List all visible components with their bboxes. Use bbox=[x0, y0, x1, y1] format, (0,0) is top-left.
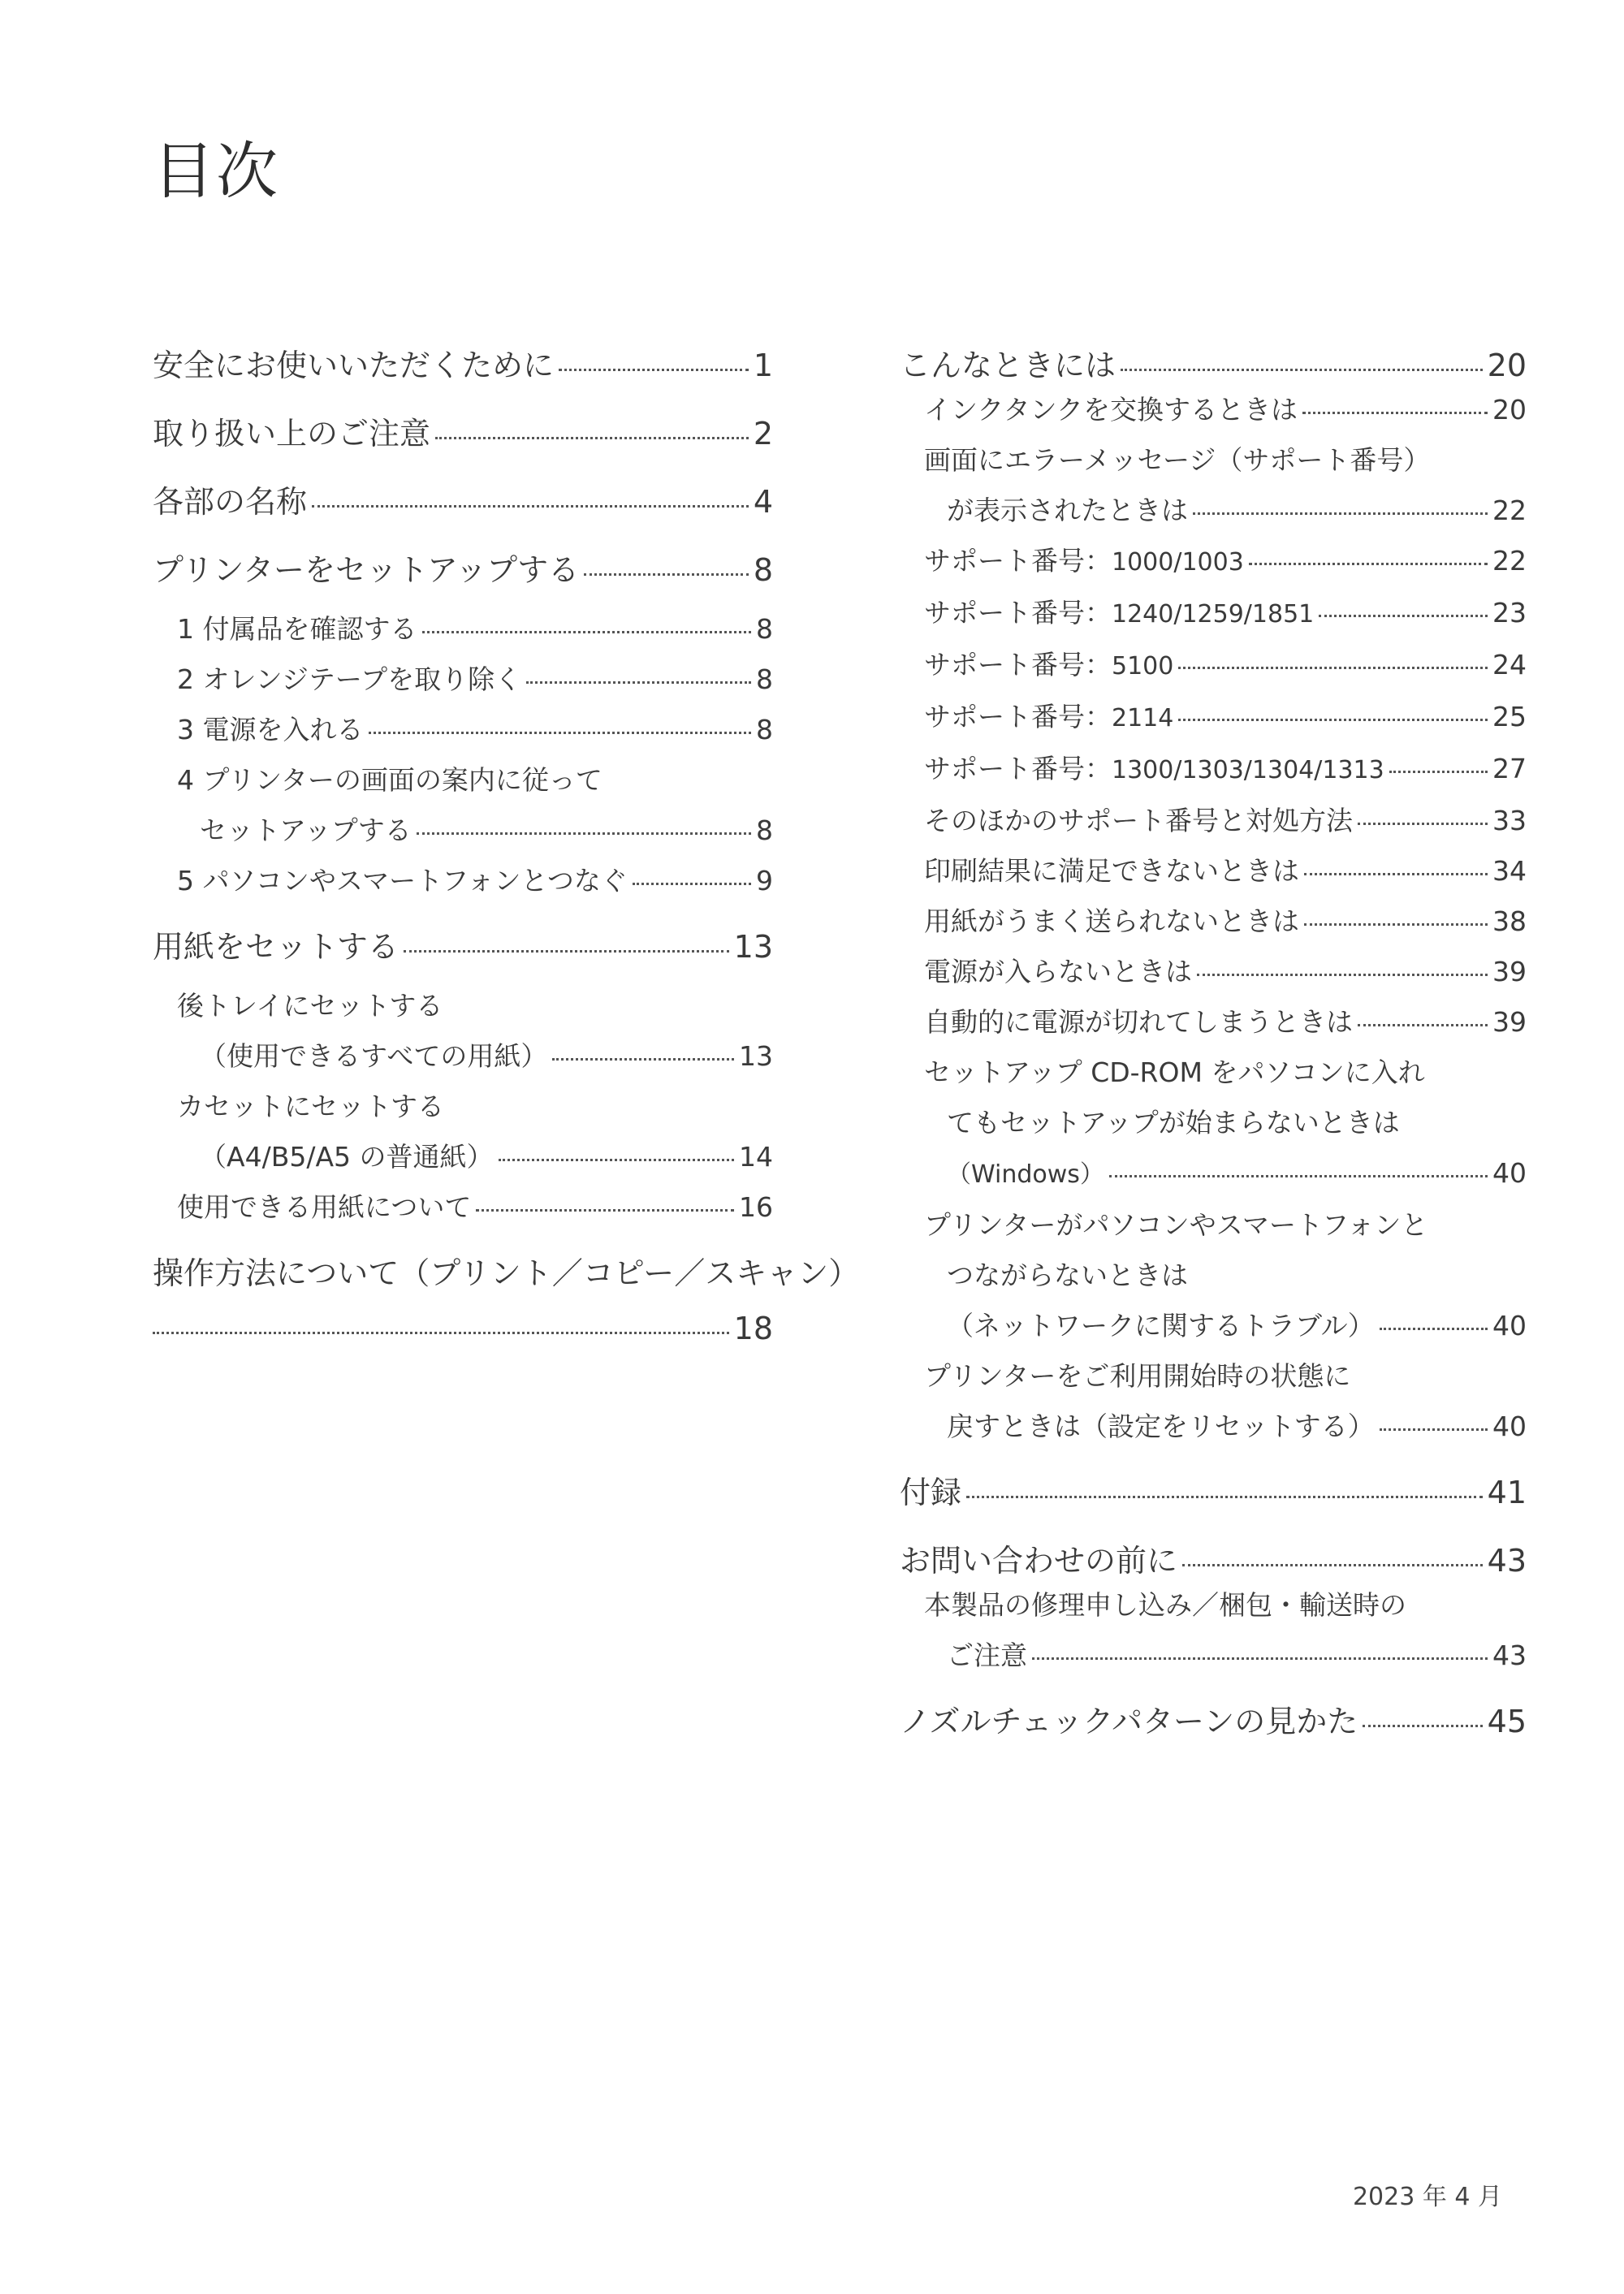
toc-page-number: 41 bbox=[1487, 1475, 1527, 1510]
toc-entry-title: が表示されたときは bbox=[947, 495, 1188, 526]
dot-leader bbox=[552, 1058, 734, 1061]
toc-entry-title: ご注意 bbox=[947, 1639, 1027, 1671]
toc-subentry[interactable] bbox=[900, 1402, 1527, 1452]
toc-entry-title: 用紙がうまく送られないときは bbox=[924, 905, 1299, 937]
toc-entry[interactable] bbox=[153, 536, 773, 604]
toc-subentry[interactable] bbox=[900, 1301, 1527, 1351]
toc-subentry[interactable] bbox=[153, 604, 773, 655]
toc-page-number: 18 bbox=[733, 1311, 773, 1346]
toc-entry-title: 戻すときは（設定をリセットする） bbox=[947, 1411, 1375, 1442]
page-title: 目次 bbox=[153, 135, 279, 207]
toc-subentry[interactable] bbox=[153, 1182, 773, 1233]
toc-entry-title: そのほかのサポート番号と対処方法 bbox=[924, 805, 1353, 836]
dot-leader bbox=[1304, 873, 1488, 875]
toc-entry-title: お問い合わせの前に bbox=[900, 1543, 1178, 1579]
toc-subentry[interactable] bbox=[153, 705, 773, 755]
toc-page-number: 13 bbox=[739, 1040, 773, 1072]
toc-subentry[interactable] bbox=[900, 896, 1527, 947]
toc-page-number: 20 bbox=[1492, 394, 1527, 426]
toc-page-number: 8 bbox=[756, 814, 773, 846]
toc-subentry-line[interactable]: カセットにセットする bbox=[177, 1091, 445, 1122]
dot-leader bbox=[417, 832, 751, 835]
toc-page-number: 25 bbox=[1492, 701, 1527, 732]
toc-page-number: 40 bbox=[1492, 1310, 1527, 1341]
toc-entry-title bbox=[924, 536, 1244, 588]
dot-leader bbox=[1193, 512, 1488, 515]
toc-page-number: 4 bbox=[753, 484, 773, 520]
dot-leader bbox=[584, 573, 749, 576]
toc-page-number: 9 bbox=[756, 865, 773, 896]
toc-entry[interactable] bbox=[153, 1307, 773, 1350]
toc-entry-title: 電源が入らないときは bbox=[924, 956, 1192, 987]
toc-subentry[interactable] bbox=[900, 947, 1527, 997]
toc-page-number: 8 bbox=[756, 714, 773, 745]
dot-leader bbox=[1380, 1428, 1488, 1431]
dot-leader bbox=[1380, 1328, 1488, 1330]
support-number-label: サポート番号： bbox=[924, 597, 1112, 629]
toc-entry[interactable] bbox=[900, 1687, 1527, 1756]
toc-subentry[interactable] bbox=[900, 640, 1527, 692]
toc-entry[interactable] bbox=[153, 913, 773, 981]
toc-page-number: 39 bbox=[1492, 1006, 1527, 1038]
toc-entry-title: 自動的に電源が切れてしまうときは bbox=[924, 1006, 1353, 1038]
toc-entry[interactable] bbox=[153, 468, 773, 536]
toc-entry-title: プリンターをセットアップする bbox=[153, 552, 580, 588]
support-number-code: 5100 bbox=[1112, 652, 1174, 680]
toc-page-number: 43 bbox=[1492, 1639, 1527, 1671]
dot-leader bbox=[476, 1209, 734, 1212]
support-number-code: 1000/1003 bbox=[1112, 548, 1244, 577]
toc-page-number: 16 bbox=[739, 1191, 773, 1223]
toc-page-number: 2 bbox=[753, 416, 773, 451]
toc-subentry[interactable] bbox=[900, 385, 1527, 435]
toc-entry-line[interactable]: 操作方法について（プリント／コピー／スキャン） bbox=[153, 1255, 860, 1291]
toc-page-number: 22 bbox=[1492, 545, 1527, 577]
toc-entry-title bbox=[924, 744, 1384, 796]
support-number-label: サポート番号： bbox=[924, 649, 1112, 680]
dot-leader bbox=[1319, 615, 1488, 617]
toc-page-number: 14 bbox=[739, 1141, 773, 1173]
toc-page-number: 22 bbox=[1492, 495, 1527, 526]
dot-leader bbox=[1109, 1175, 1488, 1177]
toc-entry-title: 用紙をセットする bbox=[153, 929, 399, 965]
toc-subentry-line[interactable]: プリンターをご利用開始時の状態に bbox=[924, 1360, 1351, 1392]
dot-leader bbox=[499, 1159, 734, 1161]
toc-entry[interactable] bbox=[153, 400, 773, 468]
toc-right-column bbox=[900, 331, 1527, 1756]
toc-subentry[interactable] bbox=[153, 1031, 773, 1082]
dot-leader bbox=[1304, 923, 1488, 926]
toc-entry-title: （ネットワークに関するトラブル） bbox=[947, 1310, 1375, 1341]
dot-leader bbox=[1363, 1725, 1482, 1727]
support-number-label: サポート番号： bbox=[924, 701, 1112, 732]
toc-subentry[interactable] bbox=[900, 1631, 1527, 1681]
toc-entry-title bbox=[924, 640, 1173, 692]
toc-entry[interactable] bbox=[153, 331, 773, 400]
dot-leader bbox=[1178, 667, 1488, 669]
toc-entry-title: 付録 bbox=[900, 1475, 962, 1510]
dot-leader bbox=[1249, 563, 1488, 565]
toc-entry-title: 1 付属品を確認する bbox=[177, 613, 417, 645]
toc-subentry[interactable] bbox=[900, 846, 1527, 896]
dot-leader bbox=[633, 883, 751, 885]
toc-subentry[interactable] bbox=[900, 486, 1527, 536]
toc-entry-title: 5 パソコンやスマートフォンとつなぐ bbox=[177, 865, 628, 896]
dot-leader bbox=[1302, 412, 1488, 414]
dot-leader bbox=[404, 950, 729, 953]
toc-page-number: 43 bbox=[1487, 1543, 1527, 1579]
dot-leader bbox=[1121, 369, 1483, 371]
toc-subentry-line[interactable]: 本製品の修理申し込み／梱包・輸送時の bbox=[924, 1589, 1406, 1621]
dot-leader bbox=[1358, 1024, 1488, 1026]
dot-leader bbox=[1358, 823, 1488, 825]
publication-date: 2023 年 4 月 bbox=[1352, 2183, 1502, 2211]
toc-subentry[interactable] bbox=[153, 655, 773, 705]
toc-page-number: 8 bbox=[756, 663, 773, 695]
dot-leader bbox=[369, 732, 752, 734]
toc-entry-title: （Windows） bbox=[947, 1160, 1104, 1189]
toc-subentry-line[interactable]: 4 プリンターの画面の案内に従って bbox=[177, 764, 603, 796]
toc-entry[interactable] bbox=[900, 1458, 1527, 1527]
toc-page-number: 13 bbox=[733, 929, 773, 965]
dot-leader bbox=[1197, 974, 1488, 976]
toc-entry-title: 安全にお使いいただくために bbox=[153, 348, 555, 383]
toc-subentry[interactable] bbox=[153, 806, 773, 856]
toc-subentry[interactable] bbox=[900, 796, 1527, 846]
toc-entry-title bbox=[924, 588, 1314, 640]
dot-leader bbox=[966, 1496, 1483, 1498]
toc-subentry[interactable] bbox=[900, 997, 1527, 1048]
toc-subentry[interactable] bbox=[900, 1148, 1527, 1200]
toc-entry-title bbox=[924, 692, 1173, 744]
toc-subentry-line[interactable]: プリンターがパソコンやスマートフォンと bbox=[924, 1209, 1428, 1241]
toc-entry-title: セットアップする bbox=[200, 814, 412, 846]
dot-leader bbox=[435, 437, 749, 439]
toc-subentry-line[interactable]: 画面にエラーメッセージ（サポート番号） bbox=[924, 444, 1431, 476]
toc-subentry[interactable] bbox=[900, 744, 1527, 796]
toc-entry-title: （使用できるすべての用紙） bbox=[200, 1040, 548, 1072]
toc-subentry[interactable] bbox=[900, 588, 1527, 640]
toc-page-number: 38 bbox=[1492, 905, 1527, 937]
toc-subentry[interactable] bbox=[900, 692, 1527, 744]
toc-entry-title: 印刷結果に満足できないときは bbox=[924, 855, 1299, 887]
toc-entry-title: 3 電源を入れる bbox=[177, 714, 364, 745]
toc-entry-title: 2 オレンジテープを取り除く bbox=[177, 663, 522, 695]
toc-page-number: 20 bbox=[1487, 348, 1527, 383]
dot-leader bbox=[1182, 1564, 1483, 1566]
dot-leader bbox=[559, 369, 749, 371]
toc-entry-title: （A4/B5/A5 の普通紙） bbox=[200, 1141, 494, 1173]
toc-subentry-line[interactable]: つながらないときは bbox=[947, 1259, 1188, 1291]
toc-page-number: 45 bbox=[1487, 1704, 1527, 1739]
toc-page-number: 1 bbox=[753, 348, 773, 383]
toc-page-number: 40 bbox=[1492, 1411, 1527, 1442]
support-number-code: 2114 bbox=[1112, 704, 1174, 732]
support-number-code: 1300/1303/1304/1313 bbox=[1112, 756, 1384, 784]
toc-page-number: 33 bbox=[1492, 805, 1527, 836]
toc-entry-title: 使用できる用紙について bbox=[177, 1191, 472, 1223]
dot-leader bbox=[1389, 771, 1488, 773]
toc-page-number: 24 bbox=[1492, 649, 1527, 680]
toc-page-number: 40 bbox=[1492, 1157, 1527, 1189]
toc-entry-title: こんなときには bbox=[900, 348, 1116, 383]
toc-subentry-line[interactable]: セットアップ CD-ROM をパソコンに入れ bbox=[924, 1056, 1425, 1088]
toc-page-number: 23 bbox=[1492, 597, 1527, 629]
toc-left-column bbox=[153, 331, 860, 1350]
toc-entry-title: 取り扱い上のご注意 bbox=[153, 416, 431, 451]
toc-entry-title: インクタンクを交換するときは bbox=[924, 394, 1298, 426]
dot-leader bbox=[526, 681, 751, 684]
toc-page-number: 34 bbox=[1492, 855, 1527, 887]
dot-leader bbox=[153, 1332, 729, 1334]
support-number-label: サポート番号： bbox=[924, 753, 1112, 784]
support-number-code: 1240/1259/1851 bbox=[1112, 600, 1315, 629]
toc-page-number: 39 bbox=[1492, 956, 1527, 987]
dot-leader bbox=[312, 505, 749, 508]
support-number-label: サポート番号： bbox=[924, 545, 1112, 577]
toc-subentry-line[interactable]: 後トレイにセットする bbox=[177, 990, 443, 1022]
toc-entry-title: 各部の名称 bbox=[153, 484, 308, 520]
dot-leader bbox=[1178, 719, 1488, 721]
dot-leader bbox=[422, 631, 752, 633]
toc-subentry[interactable] bbox=[153, 856, 773, 906]
toc-page-number: 8 bbox=[753, 552, 773, 588]
toc-subentry[interactable] bbox=[900, 536, 1527, 588]
toc-subentry-line[interactable]: てもセットアップが始まらないときは bbox=[947, 1107, 1400, 1138]
toc-entry-title: ノズルチェックパターンの見かた bbox=[900, 1704, 1358, 1739]
dot-leader bbox=[1032, 1657, 1488, 1660]
toc-page-number: 27 bbox=[1492, 753, 1527, 784]
toc-page-number: 8 bbox=[756, 613, 773, 645]
toc-subentry[interactable] bbox=[153, 1132, 773, 1182]
